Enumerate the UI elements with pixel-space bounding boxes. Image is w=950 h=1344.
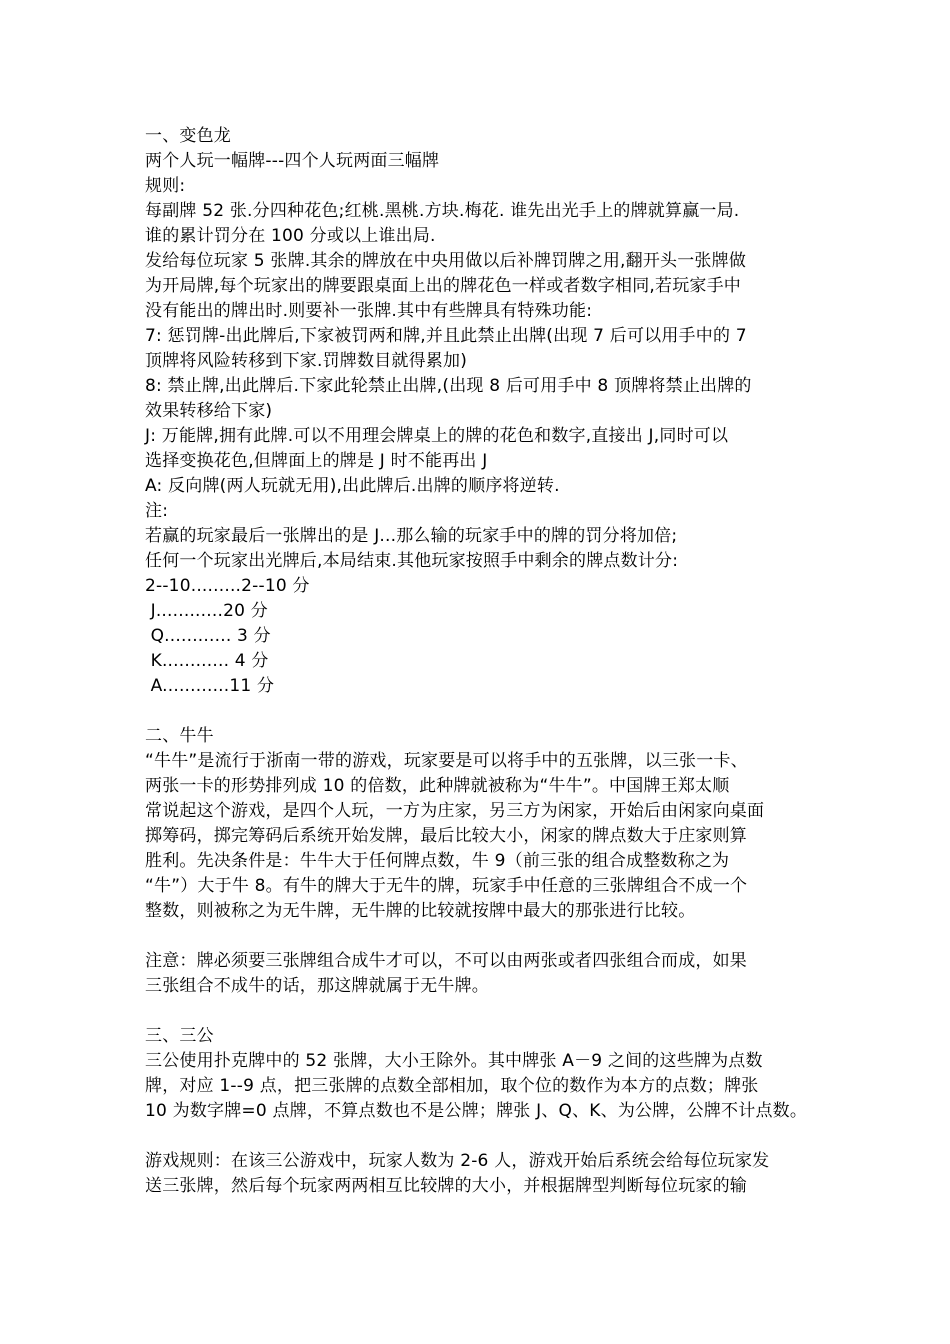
score-line: J............20 分 <box>145 601 268 621</box>
section1-line: A: 反向牌(两人玩就无用),出此牌后.出牌的顺序将逆转. <box>145 476 560 496</box>
section-heading-niuniu: 二、牛牛 <box>145 726 214 746</box>
section2-line: 掷筹码，掷完筹码后系统开始发牌，最后比较大小，闲家的牌点数大于庄家则算 <box>145 826 747 846</box>
section1-line: 发给每位玩家 5 张牌.其余的牌放在中央用做以后补牌罚牌之用,翻开头一张牌做 <box>145 251 747 271</box>
score-line: K............ 4 分 <box>145 651 269 671</box>
section2-line: 整数，则被称之为无牛牌，无牛牌的比较就按牌中最大的那张进行比较。 <box>145 901 696 921</box>
section1-line: 顶牌将风险转移到下家.罚牌数目就得累加) <box>145 351 468 371</box>
section2-note-line: 三张组合不成牛的话，那这牌就属于无牛牌。 <box>145 976 489 996</box>
section2-line: 两张一卡的形势排列成 10 的倍数，此种牌就被称为“牛牛”。中国牌王郑太顺 <box>145 776 730 796</box>
section2-line: “牛”）大于牛 8。有牛的牌大于无牛的牌，玩家手中任意的三张牌组合不成一个 <box>145 876 748 896</box>
section1-line: 规则: <box>145 176 186 196</box>
section-heading-sangong: 三、三公 <box>145 1026 214 1046</box>
section3-line: 10 为数字牌=0 点牌，不算点数也不是公牌；牌张 J、Q、K、为公牌，公牌不计点数。 <box>145 1101 808 1121</box>
section1-line: 7: 惩罚牌-出此牌后,下家被罚两和牌,并且此禁止出牌(出现 7 后可以用手中的 7 <box>145 326 747 346</box>
section1-line: 为开局牌,每个玩家出的牌要跟桌面上出的牌花色一样或者数字相同,若玩家手中 <box>145 276 742 296</box>
section1-line: 注: <box>145 501 169 521</box>
section1-line: 谁的累计罚分在 100 分或以上谁出局. <box>145 226 436 246</box>
section-heading-chameleon: 一、变色龙 <box>145 126 231 146</box>
section1-line: 任何一个玩家出光牌后,本局结束.其他玩家按照手中剩余的牌点数计分: <box>145 551 679 571</box>
score-line: A............11 分 <box>145 676 275 696</box>
document-body <box>145 124 825 1199</box>
section2-line: 胜利。先决条件是：牛牛大于任何牌点数，牛 9（前三张的组合成整数称之为 <box>145 851 730 871</box>
score-line: 2--10.........2--10 分 <box>145 576 310 596</box>
spacer <box>145 1124 825 1149</box>
section1-line: 若赢的玩家最后一张牌出的是 J...那么输的玩家手中的牌的罚分将加倍; <box>145 526 678 546</box>
section3-line: 牌，对应 1--9 点，把三张牌的点数全部相加，取个位的数作为本方的点数；牌张 <box>145 1076 759 1096</box>
section1-line: 每副牌 52 张.分四种花色;红桃.黑桃.方块.梅花. 谁先出光手上的牌就算赢一局. <box>145 201 740 221</box>
section1-line: J: 万能牌,拥有此牌.可以不用理会牌桌上的牌的花色和数字,直接出 J,同时可以 <box>145 426 729 446</box>
spacer <box>145 924 825 949</box>
section1-line: 没有能出的牌出时.则要补一张牌.其中有些牌具有特殊功能: <box>145 301 593 321</box>
section3-rule-line: 游戏规则：在该三公游戏中，玩家人数为 2-6 人，游戏开始后系统会给每位玩家发 <box>145 1151 770 1171</box>
section3-rule-line: 送三张牌，然后每个玩家两两相互比较牌的大小，并根据牌型判断每位玩家的输 <box>145 1176 747 1196</box>
section1-line: 8: 禁止牌,出此牌后.下家此轮禁止出牌,(出现 8 后可用手中 8 顶牌将禁止出牌的 <box>145 376 752 396</box>
section2-line: “牛牛”是流行于浙南一带的游戏，玩家要是可以将手中的五张牌，以三张一卡、 <box>145 751 748 771</box>
section2-note-line: 注意：牌必须要三张牌组合成牛才可以，不可以由两张或者四张组合而成，如果 <box>145 951 747 971</box>
section1-line: 选择变换花色,但牌面上的牌是 J 时不能再出 J <box>145 451 488 471</box>
section1-line: 效果转移给下家) <box>145 401 273 421</box>
spacer <box>145 999 825 1024</box>
section2-line: 常说起这个游戏，是四个人玩，一方为庄家，另三方为闲家，开始后由闲家向桌面 <box>145 801 765 821</box>
score-line: Q............ 3 分 <box>145 626 271 646</box>
spacer <box>145 699 825 724</box>
section1-line: 两个人玩一幅牌---四个人玩两面三幅牌 <box>145 151 440 171</box>
section3-line: 三公使用扑克牌中的 52 张牌，大小王除外。其中牌张 A－9 之间的这些牌为点数 <box>145 1051 763 1071</box>
